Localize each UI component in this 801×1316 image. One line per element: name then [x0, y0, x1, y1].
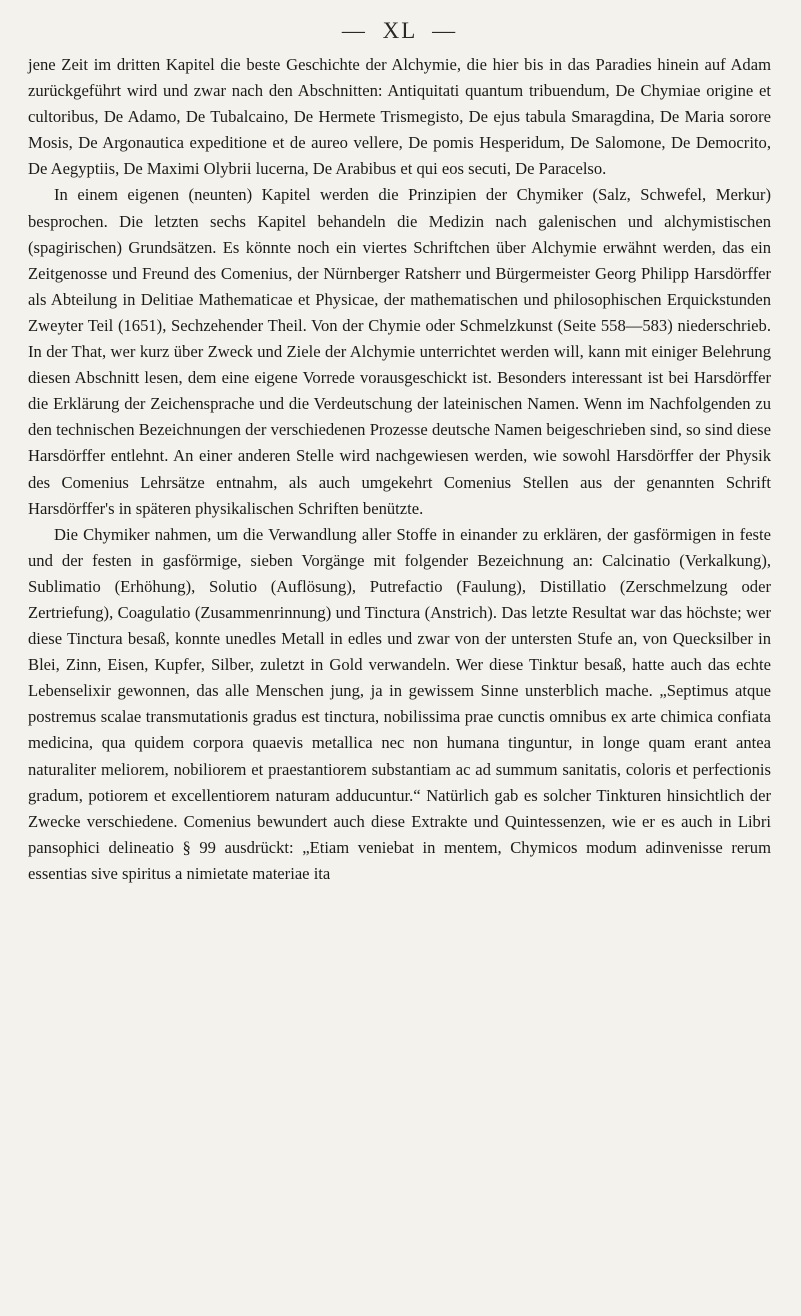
paragraph-1: jene Zeit im dritten Kapitel die beste Geschichte der Alchymie, die hier bis in das Paradies hinein auf Adam zurückgeführt wird und zwar nach den Abschnitten: Antiquitati quantum tribuendum, De Chymiae origine et cultoribus, De Adamo, De Tubalcaino, De Hermete Trismegisto, De ejus tabula Smaragdina, De Maria sorore Mosis, De Argonautica expeditione et de aureo vellere, De pomis Hesperidum, De Salomone, De Democrito, De Aegyptiis, De Maximi Olybrii lucerna, De Arabibus et qui eos secuti, De Paracelso. [28, 55, 771, 179]
page-number: XL [382, 18, 417, 43]
header-dash-left: — [341, 18, 367, 43]
body-text [28, 52, 771, 887]
paragraph-2: In einem eigenen (neunten) Kapitel werden die Prinzipien der Chymiker (Salz, Schwefel, Merkur) besprochen. Die letzten sechs Kapitel behandeln die Medizin nach galenischen und alchymistischen (spagirischen) Grundsätzen. Es könnte noch ein viertes Schriftchen über Alchymie erwähnt werden, das ein Zeitgenosse und Freund des Comenius, der Nürnberger Ratsherr und Bürgermeister Georg Philipp Harsdörffer als Abteilung in Delitiae Mathematicae et Physicae, der mathematischen und philosophischen Erquickstunden Zweyter Teil (1651), Sechzehender Theil. Von der Chymie oder Schmelzkunst (Seite 558—583) niederschrieb. In der That, wer kurz über Zweck und Ziele der Alchymie unterrichtet werden will, kann mit einiger Belehrung diesen Abschnitt lesen, dem eine eigene Vorrede vorausgeschickt ist. Besonders interessant ist bei Harsdörffer die Erklärung der Zeichensprache und die Verdeutschung der lateinischen Namen. Wenn im Nachfolgenden zu den technischen Bezeichnungen der verschiedenen Prozesse deutsche Namen beigeschrieben sind, so sind diese Harsdörffer entlehnt. An einer anderen Stelle wird nachgewiesen werden, wie sowohl Harsdörffer der Physik des Comenius Lehrsätze entnahm, als auch umgekehrt Comenius Stellen aus der genannten Schrift Harsdörffer's in späteren physikalischen Schriften benützte. [28, 185, 771, 518]
header-dash-right: — [432, 18, 458, 43]
page-header [28, 16, 771, 46]
paragraph-3: Die Chymiker nahmen, um die Verwandlung aller Stoffe in einander zu erklären, der gasförmigen in feste und der festen in gasförmige, sieben Vorgänge mit folgender Bezeichnung an: Calcinatio (Verkalkung), Sublimatio (Erhöhung), Solutio (Auflösung), Putrefactio (Faulung), Distillatio (Zerschmelzung oder Zertriefung), Coagulatio (Zusammenrinnung) und Tinctura (Anstrich). Das letzte Resultat war das höchste; wer diese Tinctura besaß, konnte unedles Metall in edles und zwar von der untersten Stufe an, von Quecksilber in Blei, Zinn, Eisen, Kupfer, Silber, zuletzt in Gold verwandeln. Wer diese Tinktur besaß, hatte auch das echte Lebenselixir gewonnen, das alle Menschen jung, ja in gewissem Sinne unsterblich mache. „Septimus atque postremus scalae transmutationis gradus est tinctura, nobilissima prae cunctis omnibus ex arte chimica confiata medicina, qua quidem corpora quaevis metallica nec non humana tinguntur, in longe quam erant antea naturaliter meliorem, nobiliorem et praestantiorem substantiam ac ad summum sanitatis, coloris et perfectionis gradum, potiorem et excellentiorem naturam adducuntur.“ Natürlich gab es solcher Tinkturen hinsichtlich der Zwecke verschiedene. Comenius bewundert auch diese Extrakte und Quintessenzen, wie er es auch in Libri pansophici delineatio § 99 ausdrückt: „Etiam veniebat in mentem, Chymicos modum adinvenisse rerum essentias sive spiritus a nimietate materiae ita [28, 524, 771, 883]
